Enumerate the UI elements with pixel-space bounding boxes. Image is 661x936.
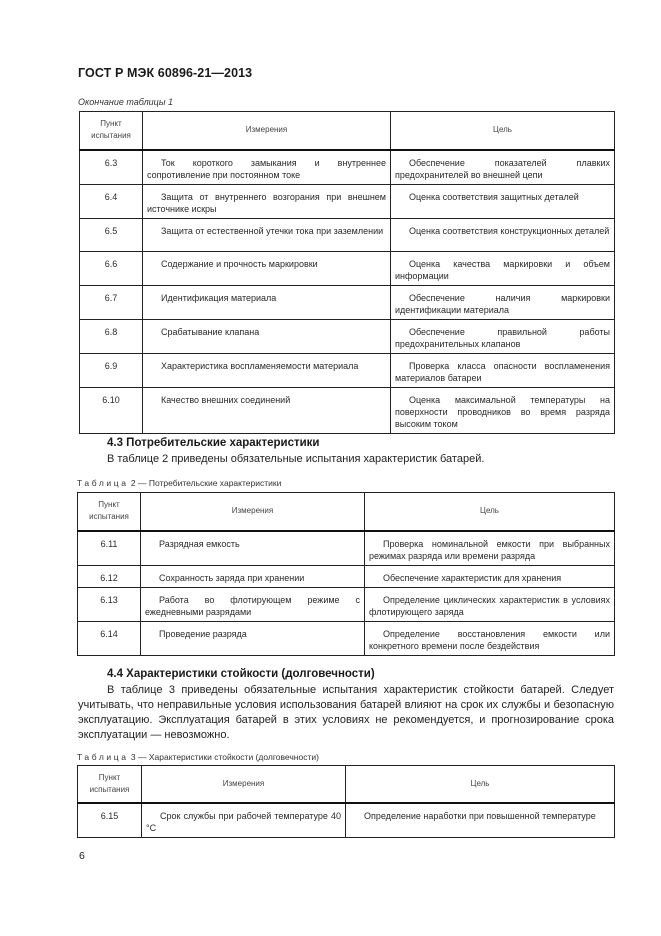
table-row [80,251,615,285]
table-header-row [80,112,615,150]
clause-cell: 6.14 [78,621,141,655]
table3-caption [77,752,319,762]
clause-cell: 6.3 [80,150,143,185]
section-4-3-title: 4.3 Потребительские характеристики [107,437,320,449]
section-4-3-text [78,452,614,467]
column-header-purpose: Цель [391,112,615,150]
purpose-cell: Определение наработки при повышенной температуре [346,803,615,838]
measurement-cell: Работа во флотирующем режиме с ежедневными разрядами [141,587,365,621]
table-row [78,565,615,587]
clause-cell: 6.9 [80,353,143,387]
column-header-measurement: Измерения [143,112,391,150]
column-header-clause: Пункт испытания [80,112,143,150]
clause-cell: 6.13 [78,587,141,621]
measurement-cell: Проведение разряда [141,621,365,655]
purpose-cell: Обеспечение правильной работы предохранительных клапанов [391,319,615,353]
table-row [80,353,615,387]
clause-cell: 6.5 [80,218,143,251]
purpose-cell: Обеспечение наличия маркировки идентификации материала [391,285,615,319]
table-row [78,803,615,838]
measurement-cell: Сохранность заряда при хранении [141,565,365,587]
table-row [80,218,615,251]
table-row [78,587,615,621]
document-id-header: ГОСТ Р МЭК 60896-21—2013 [78,66,253,80]
table-row [80,184,615,218]
table-header-row [78,493,615,531]
measurement-cell: Разрядная емкость [141,531,365,566]
table2-caption [77,478,281,488]
table-row [80,150,615,185]
clause-cell: 6.15 [78,803,142,838]
clause-cell: 6.7 [80,285,143,319]
clause-cell: 6.6 [80,251,143,285]
table1-caption: Окончание таблицы 1 [78,97,173,107]
table-row [80,387,615,433]
measurement-cell: Ток короткого замыкания и внутреннее сопротивление при постоянном токе [143,150,391,185]
section-4-4-title: 4.4 Характеристики стойкости (долговечности) [107,668,375,680]
section-4-3-paragraph: В таблице 2 приведены обязательные испытания характеристик батарей. [107,453,485,465]
table-2 [77,492,615,656]
measurement-cell: Характеристика воспламеняемости материала [143,353,391,387]
purpose-cell: Определение восстановления емкости или конкретного времени после бездействия [365,621,615,655]
column-header-clause: Пункт испытания [78,493,141,531]
measurement-cell: Качество внешних соединений [143,387,391,433]
table-row [78,621,615,655]
section-4-4-text [78,683,614,743]
measurement-cell: Срабатывание клапана [143,319,391,353]
table-row [80,285,615,319]
purpose-cell: Оценка соответствия защитных деталей [391,184,615,218]
column-header-measurement: Измерения [142,766,346,803]
table-1 [79,111,615,434]
table-row [78,531,615,566]
table2-caption-prefix: Таблица [77,478,129,488]
table2-caption-title: 2 — Потребительские характеристики [130,478,282,488]
purpose-cell: Определение циклических характеристик в условиях флотирующего заряда [365,587,615,621]
purpose-cell: Обеспечение характеристик для хранения [365,565,615,587]
purpose-cell: Проверка номинальной емкости при выбранных режимах разряда или времени разряда [365,531,615,566]
table-header-row [78,766,615,803]
purpose-cell: Оценка качества маркировки и объем информации [391,251,615,285]
clause-cell: 6.8 [80,319,143,353]
clause-cell: 6.12 [78,565,141,587]
purpose-cell: Оценка максимальной температуры на поверхности проводников во время разряда высоким током [391,387,615,433]
clause-cell: 6.4 [80,184,143,218]
clause-cell: 6.10 [80,387,143,433]
measurement-cell: Защита от естественной утечки тока при заземлении [143,218,391,251]
clause-cell: 6.11 [78,531,141,566]
column-header-purpose: Цель [365,493,615,531]
column-header-purpose: Цель [346,766,615,803]
table-row [80,319,615,353]
section-4-4-paragraph: В таблице 3 приведены обязательные испытания характеристик стойкости батарей. Следует учитывать, что неправильные условия использования батарей влияют на срок их службы и безопасную эксплуатацию. Эксплуатация батарей в этих условиях не рекомендуется, и прогнозирование срока эксплуатации — невозможно. [78,684,614,741]
table3-caption-title: 3 — Характеристики стойкости (долговечности) [130,752,319,762]
purpose-cell: Обеспечение показателей плавких предохранителей во внешней цепи [391,150,615,185]
page-number: 6 [79,850,85,862]
purpose-cell: Проверка класса опасности воспламенения материалов батареи [391,353,615,387]
table-3 [77,765,615,838]
measurement-cell: Защита от внутреннего возгорания при внешнем источнике искры [143,184,391,218]
measurement-cell: Содержание и прочность маркировки [143,251,391,285]
column-header-clause: Пункт испытания [78,766,142,803]
table3-caption-prefix: Таблица [77,752,129,762]
column-header-measurement: Измерения [141,493,365,531]
measurement-cell: Срок службы при рабочей температуре 40 °С [142,803,346,838]
purpose-cell: Оценка соответствия конструкционных деталей [391,218,615,251]
measurement-cell: Идентификация материала [143,285,391,319]
